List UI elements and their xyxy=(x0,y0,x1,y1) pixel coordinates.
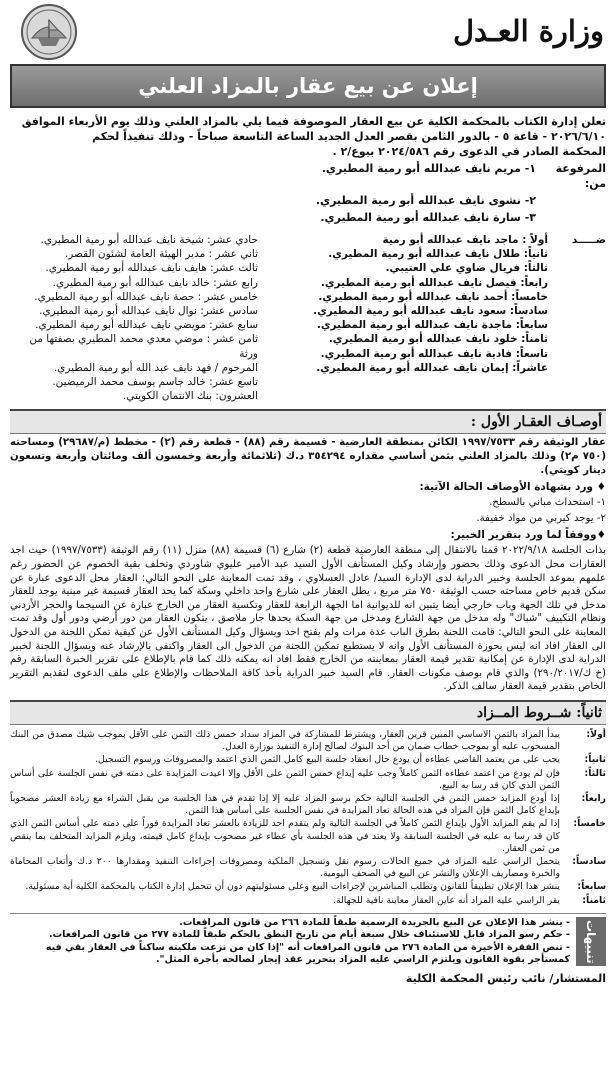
intro-text xyxy=(10,114,606,159)
term-item xyxy=(10,895,606,907)
term-item xyxy=(10,856,606,880)
note-item: - حكم رسو المزاد قابل للاستئناف خلال سبعة أيام من تاريخ النطق بالحكم طبقاً للمادة ٢٧٧ من قانون المرافعات. xyxy=(49,929,570,941)
defendant-item: المرحوم / فهد نايف عبد الله أبو رمية المطيري. xyxy=(53,361,258,374)
term-item xyxy=(10,793,606,817)
notes-box xyxy=(10,913,606,967)
defendant-item: سادساً: سعود نايف عبدالله أبو رمية المطيري. xyxy=(313,305,548,318)
notes-body xyxy=(10,917,570,967)
intro-line: ٢٠٢٦/٦/١٠ - قاعة ٥ - بالدور الثامن بقصر العدل الجديد الساعة التاسعة صباحاً - وذلك تنفيذاً لحكم xyxy=(92,130,606,143)
plaintiff-item: ٢- نشوى نايف عبدالله أبو رمية المطيري. xyxy=(315,194,536,207)
defendant-item: ثالث عشر: هايف نايف عبدالله أبو رمية المطيري. xyxy=(45,262,258,275)
term-label: ثامناً: xyxy=(582,894,606,906)
defendant-item: حادي عشر: شيخة نايف عبدالله أبو رمية المطيري. xyxy=(40,234,258,246)
property-section-heading: أوصـاف العقـار الأول : xyxy=(10,409,606,434)
defendant-item: ثامناً: خلود نايف عبدالله أبو رمية المطيري. xyxy=(328,333,548,346)
note-item: - تنص الفقرة الأخيرة من المادة ٢٧٦ من قانون المرافعات أنه "إذا كان من نزعت ملكيته ساكناً في العقار بقي فيه كمستأجر بقوة القانون ويلتزم الراسي عليه المزاد بتحرير عقد إيجار لصالحه بأجرة المثل". xyxy=(45,941,570,965)
note-item: - ينشر هذا الإعلان عن البيع بالجريدة الرسمية طبقاً للمادة ٢٦٦ من قانون المرافعات. xyxy=(179,916,570,928)
term-item xyxy=(10,729,606,753)
certificate-item: ١- استحداث مباني بالسطح. xyxy=(489,497,606,509)
term-text: إذا لم يقم المزايد الأول بإيداع الثمن كاملاً في الجلسة التالية ولم يتقدم احد للزيادة بالعشر تعاد المزايدة فوراً على ذمته على أساس الثمن الذي كان قد رسا به عليه في الجلسة السابقة ولا يعتد في هذه الجلسة بأي عطاء غير مصحوب بإيداع كامل قيمته، ويلزم المزايد المتخلف بما ينقص من ثمن العقار. xyxy=(10,818,560,854)
term-item xyxy=(10,818,606,855)
expert-heading: ♦ووفقاً لما ورد بتقرير الخبير: xyxy=(450,529,606,542)
defendant-item: سابع عشر: مويضي نايف عبدالله أبو رمية المطيري. xyxy=(35,319,258,332)
term-label: سادساً: xyxy=(572,855,606,867)
defendant-item: رابع عشر: خالد نايف عبدالله أبو رمية المطيري. xyxy=(52,276,258,289)
page-header xyxy=(10,0,606,62)
term-label: ثانياً: xyxy=(584,754,606,766)
term-text: يقر الراسي عليه المزاد أنه عاين العقار معاينة نافية للجهالة. xyxy=(333,894,560,906)
term-item xyxy=(10,754,606,766)
auction-terms-heading: ثانياً: شــروط المــزاد xyxy=(10,700,606,725)
expert-report: بذات الجلسة ٢٠٢٢/٩/١٨ قمنا بالانتقال إلى منطقة العارضية قطعة (٢) شارع (٦) قسيمة (٨٨) منزل (١١) رقم الوثيقة (١٩٩٧/٧٥٣٣) حيث اجد العقارات محل الدعوى وذلك بحضور وإرشاد وكيل المستأنف الأول السيد عبد الأمير عليوي شاوردي وتخلف بقية الخصوم عن الحضور رغم علمهم بموعد الجلسة وخبير الدراية لدى الإدارة السيد/ عادل العسلاوي ، وقد تمت المعاينة على النحو التالي: العقار محل الدعوى عبارة عن سكن قديم خاص مساحته حسب الوثيقة ٧٥٠ متر مربع ، يطل العقار على شارع واحد داخلي وسكة كما يحد العقار قسيمة غير مبنية يوجد للعقار مدخل في تلك الجهة وباب خارجي أيضا يتبين انه للديوانية اما الجهة الرابعة للعقار وتكسية العقار من الخارج عبارة عن السيجما والحجر الأردني ونظام التكييف "شباك" وله مدخل من جهة الشارع ومدخل من جهة السكة يحدها جار ملاصق ، يتكون العقار من دور أرضي ودور أول وقد تمت المعاينة على النحو التالي: قامت اللجنة بطرق الباب عدة مرات ولم يفتح احد ويسؤال وكيل المستأنف الأول عن كيفية تمكن اللجنة من الدخول الى العقار افاد انه ليس بحوزة المستأنف الأول وانه لا يستطيع تمكين اللجنة من الدخول الى العقار واكتفى بالإرشاد عنه ويسؤال اللجنة لخبير الدراية لدى الإدارة عن إمكانية تقدير قيمة العقار بمعاينته من الخارج فقط افاد انه يمكنه ذلك كما قام بالإطلاع على تقرير الخبرة السابقة رقم (خ ك/٢٩٠/٢٠١٧) والذي قام بوصف مكونات العقار. قام السيد خبير الدراية بأخذ كافة الملاحظات والإطلاع على ملف الدعوى لتقديم التقرير الخاص بتقدير قيمة العقار سالف الذكر. xyxy=(10,545,606,693)
notes-tag: تنبيهات xyxy=(576,917,606,967)
term-label: أولاً: xyxy=(586,728,606,740)
term-text: يجب على من يعتمد القاضي عطاءه أن يودع حال انعقاد جلسة البيع كامل الثمن الذي اعتمد والمصروفات ورسوم التسجيل. xyxy=(95,754,560,766)
defendants-block xyxy=(10,233,606,403)
term-label: سابعاً: xyxy=(577,881,606,893)
defendants-label: ضـــــد xyxy=(571,234,606,246)
ministry-name: وزارة العـدل xyxy=(452,14,604,48)
defendant-item: ثانياً: طلال نايف عبدالله أبو رمية المطيري. xyxy=(328,248,548,261)
certificate-item: ٢- يوجد كيربي من مواد خفيفة. xyxy=(476,512,606,524)
defendant-item: ثاني عشر : مدير الهيئة العامة لشئون القصر. xyxy=(64,248,258,261)
defendant-item: ثامن عشر : موضي معدي محمد المطيري بصفتها من ورثة xyxy=(29,333,258,360)
defendant-item: ثالثاً: فريال ضاوي علي العتيبي. xyxy=(385,262,548,275)
term-label: خامساً: xyxy=(573,818,606,830)
intro-line: المحكمة الصادر في الدعوى رقم ٢٠٢٤/٥٨٦ بيوع/٢ . xyxy=(332,145,606,158)
defendant-item: خامساً: أحمد نايف عبدالله أبو رمية المطيري. xyxy=(318,290,548,303)
term-item xyxy=(10,881,606,893)
defendant-item: العشرون: بنك الانتمان الكويتي. xyxy=(122,390,258,403)
defendants-col-left xyxy=(10,233,258,403)
plaintiff-item: ٣- سارة نايف عبدالله أبو رمية المطيري. xyxy=(320,211,536,224)
term-text: فإن لم يودع من اعتمد عطاءه الثمن كاملاً وجب عليه إيداع خمس الثمن على الأقل وإلا اعيدت المزايدة على ذمته في نفس الجلسة على أساس الثمن الذي كان قد رسا به البيع. xyxy=(10,767,560,791)
defendant-item: خامس عشر : حصة نايف عبدالله أبو رمية المطيري. xyxy=(34,290,258,303)
defendant-item: سابعاً: ماجدة نايف عبدالله أبو رمية المطيري. xyxy=(316,319,548,332)
term-text: ينشر هذا الإعلان تطبيقاً للقانون وتطلب المباشرين لإجراءات البيع وعلى مسئوليتهم دون أن تتحمل إدارة الكتاب بالمحكمة الكلية أية مسئولية. xyxy=(25,881,560,893)
announcement-title: إعلان عن بيع عقار بالمزاد العلني xyxy=(10,64,606,108)
defendant-item: تاسع عشر: خالد جاسم يوسف محمد الرميضين. xyxy=(52,376,258,389)
term-text: يبدأ المزاد بالثمن الاساسي المبين قرين العقار، ويشترط للمشاركة في المزاد سداد خمس ذلك الثمن على الأقل بموجب شيك مصدق من البنك المسحوب عليه أو بموجب خطاب ضمان من أحد البنوك لصالح إدارة التنفيذ بوزارة العدل. xyxy=(10,728,560,753)
term-text: يتحمل الراسي عليه المزاد في جميع الحالات رسوم نقل وتسجيل الملكية ومصروفات إجراءات التنفيذ ومقدارها ٢٠٠ د.ك وأتعاب المحاماة والخبرة ومصاريف الإعلان والنشر عن البيع في الصحف اليومية. xyxy=(10,855,560,880)
property-description: عقار الوثيقة رقم ١٩٩٧/٧٥٣٣ الكائن بمنطقة العارضية - قسيمة رقم (٨٨) - قطعة رقم (٢) - مخطط (م/٢٩٦٨٧) ومساحته (٧٥٠ م٢) وذلك بالمزاد العلني بثمن أساسي مقداره ٣٥٤٢٩٤ د.ك (ثلاثمائة وأربعة وخمسون ألف ومائتان وأربعة وتسعون دينار كويتي). xyxy=(10,437,607,476)
intro-line: تعلن إدارة الكتاب بالمحكمة الكلية عن بيع العقار الموصوفة فيما يلي بالمزاد العلني وذلك يوم الأربعاء الموافق xyxy=(21,115,606,128)
term-text: إذا أودع المزايد خمس الثمن في الجلسة التالية حكم برسو المزاد عليه إلا إذا تقدم في هذا الجلسة من يقبل الشراء مع زيادة العشر مصحوباً بإيداع كامل الثمن فإن المزاد في هذه الحالة تعاد المزايدة في نفس الجلسة على أساس هذا الثمن. xyxy=(10,792,560,817)
signature: المستشار/ نائب رئيس المحكمة الكلية xyxy=(405,972,606,986)
plaintiffs-label: المرفوعة من: xyxy=(555,162,606,190)
defendants-col-right xyxy=(266,233,606,403)
term-label: ثالثاً: xyxy=(584,767,606,779)
term-label: رابعاً: xyxy=(581,792,606,804)
defendant-item: عاشراً: إيمان نايف عبدالله أبو رمية المطيري. xyxy=(316,361,548,374)
term-item xyxy=(10,768,606,792)
defendant-item: سادس عشر: نوال نايف عبدالله أبو رمية المطيري. xyxy=(39,305,258,318)
defendant-item: رابعاً: فيصل نايف عبدالله أبو رمية المطيري. xyxy=(320,276,548,289)
auction-terms-list xyxy=(10,729,606,907)
defendant-item: أولاً : ماجد نايف عبدالله أبو رمية xyxy=(382,234,548,246)
certificate-heading: ♦ ورد بشهادة الأوصاف الحالة الآتية: xyxy=(419,481,606,494)
defendant-item: تاسعاً: فادية نايف عبدالله أبو رمية المطيري. xyxy=(320,347,548,360)
state-emblem-icon xyxy=(18,2,80,62)
plaintiff-item: ١- مريم نايف عبدالله أبو رمية المطيري. xyxy=(321,162,536,175)
plaintiffs-block xyxy=(10,161,606,225)
